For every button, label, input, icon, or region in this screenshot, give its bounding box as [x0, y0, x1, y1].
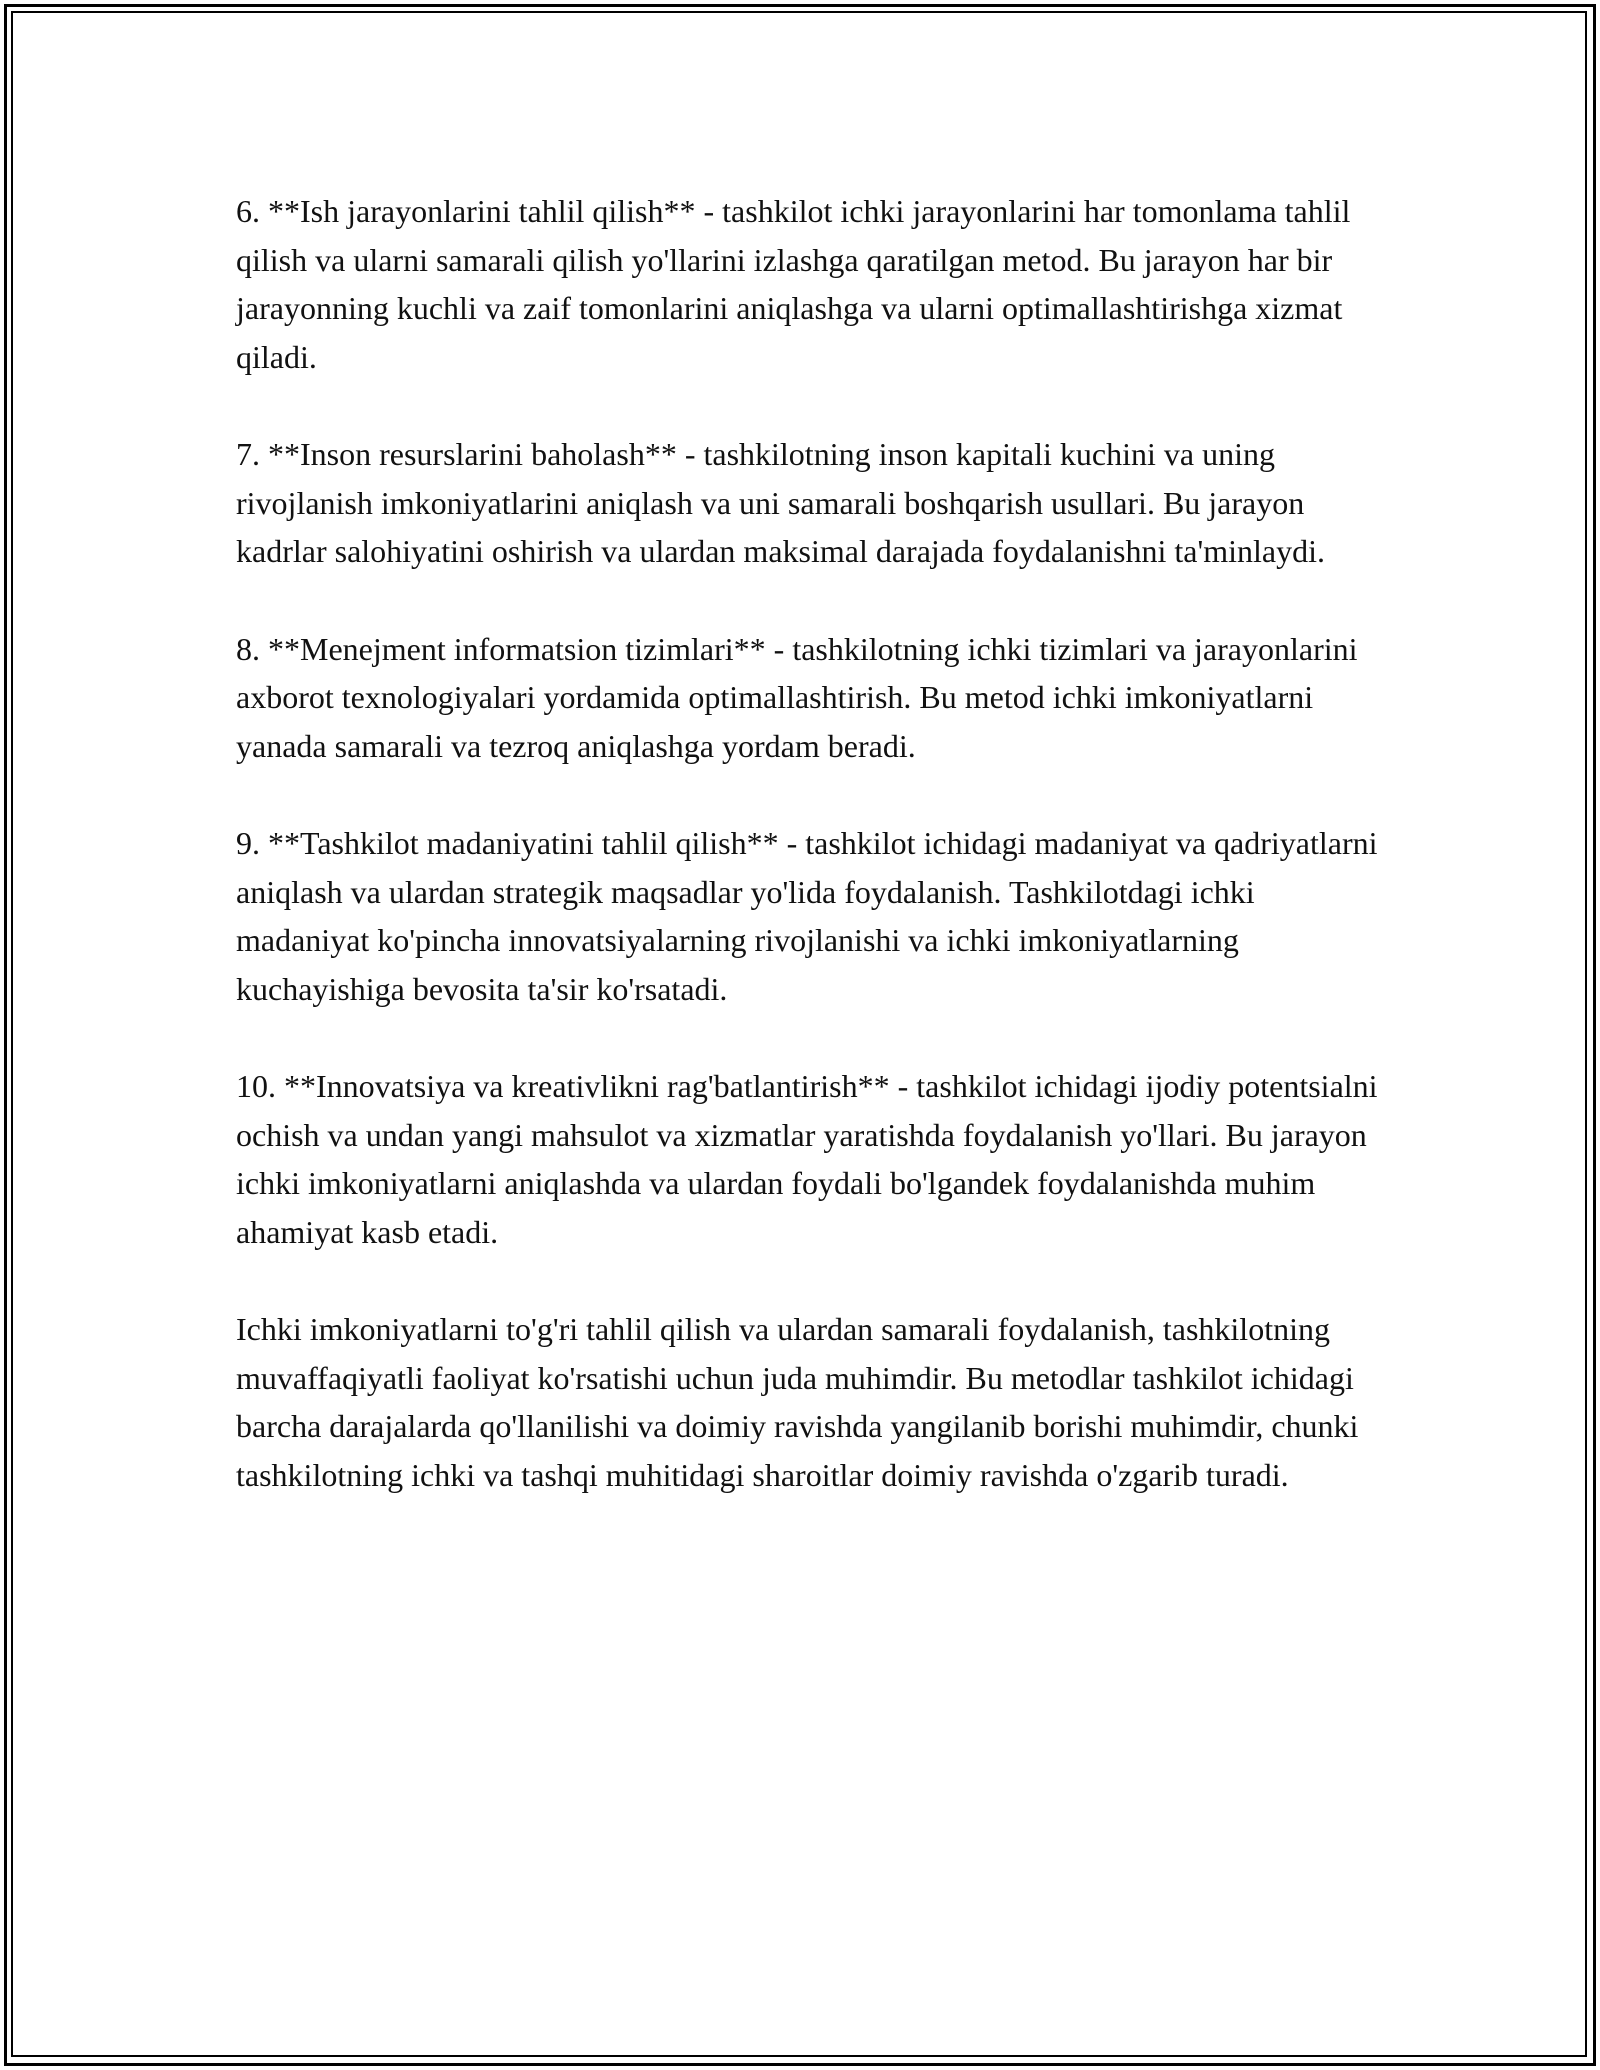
document-body — [236, 187, 1386, 1548]
conclusion-paragraph: Ichki imkoniyatlarni to'g'ri tahlil qilish va ulardan samarali foydalanish, tashkilotning muvaffaqiyatli faoliyat ko'rsatishi uchun juda muhimdir. Bu metodlar tashkilot ichidagi barcha darajalarda qo'llanilishi va doimiy ravishda yangilanib borishi muhimdir, chunki tashkilotning ichki va tashqi muhitidagi sharoitlar doimiy ravishda o'zgarib turadi. — [236, 1311, 1359, 1493]
paragraph-item-10: 10. **Innovatsiya va kreativlikni rag'batlantirish** - tashkilot ichidagi ijodiy potentsialni ochish va undan yangi mahsulot va xizmatlar yaratishda foydalanish yo'llari. Bu jarayon ichki imkoniyatlarni aniqlashda va ulardan foydali bo'lgandek foydalanishda muhim ahamiyat kasb etadi. — [236, 1068, 1378, 1250]
paragraph-item-8: 8. **Menejment informatsion tizimlari** - tashkilotning ichki tizimlari va jarayonlarini axborot texnologiyalari yordamida optimallashtirish. Bu metod ichki imkoniyatlarni yanada samarali va tezroq aniqlashga yordam beradi. — [236, 630, 1358, 764]
paragraph-item-7: 7. **Inson resurslarini baholash** - tashkilotning inson kapitali kuchini va uning rivojlanish imkoniyatlarini aniqlash va uni samarali boshqarish usullari. Bu jarayon kadrlar salohiyatini oshirish va ulardan maksimal darajada foydalanishni ta'minlaydi. — [236, 436, 1326, 569]
paragraph-item-9: 9. **Tashkilot madaniyatini tahlil qilish** - tashkilot ichidagi madaniyat va qadriyatlarni aniqlash va ulardan strategik maqsadlar yo'lida foydalanish. Tashkilotdagi ichki madaniyat ko'pincha innovatsiyalarning rivojlanishi va ichki imkoniyatlarning kuchayishiga bevosita ta'sir ko'rsatadi. — [236, 825, 1378, 1007]
paragraph-item-6: 6. **Ish jarayonlarini tahlil qilish** - tashkilot ichki jarayonlarini har tomonlama tahlil qilish va ularni samarali qilish yo'llarini izlashga qaratilgan metod. Bu jarayon har bir jarayonning kuchli va zaif tomonlarini aniqlashga va ularni optimallashtirishga xizmat qiladi. — [236, 193, 1351, 375]
